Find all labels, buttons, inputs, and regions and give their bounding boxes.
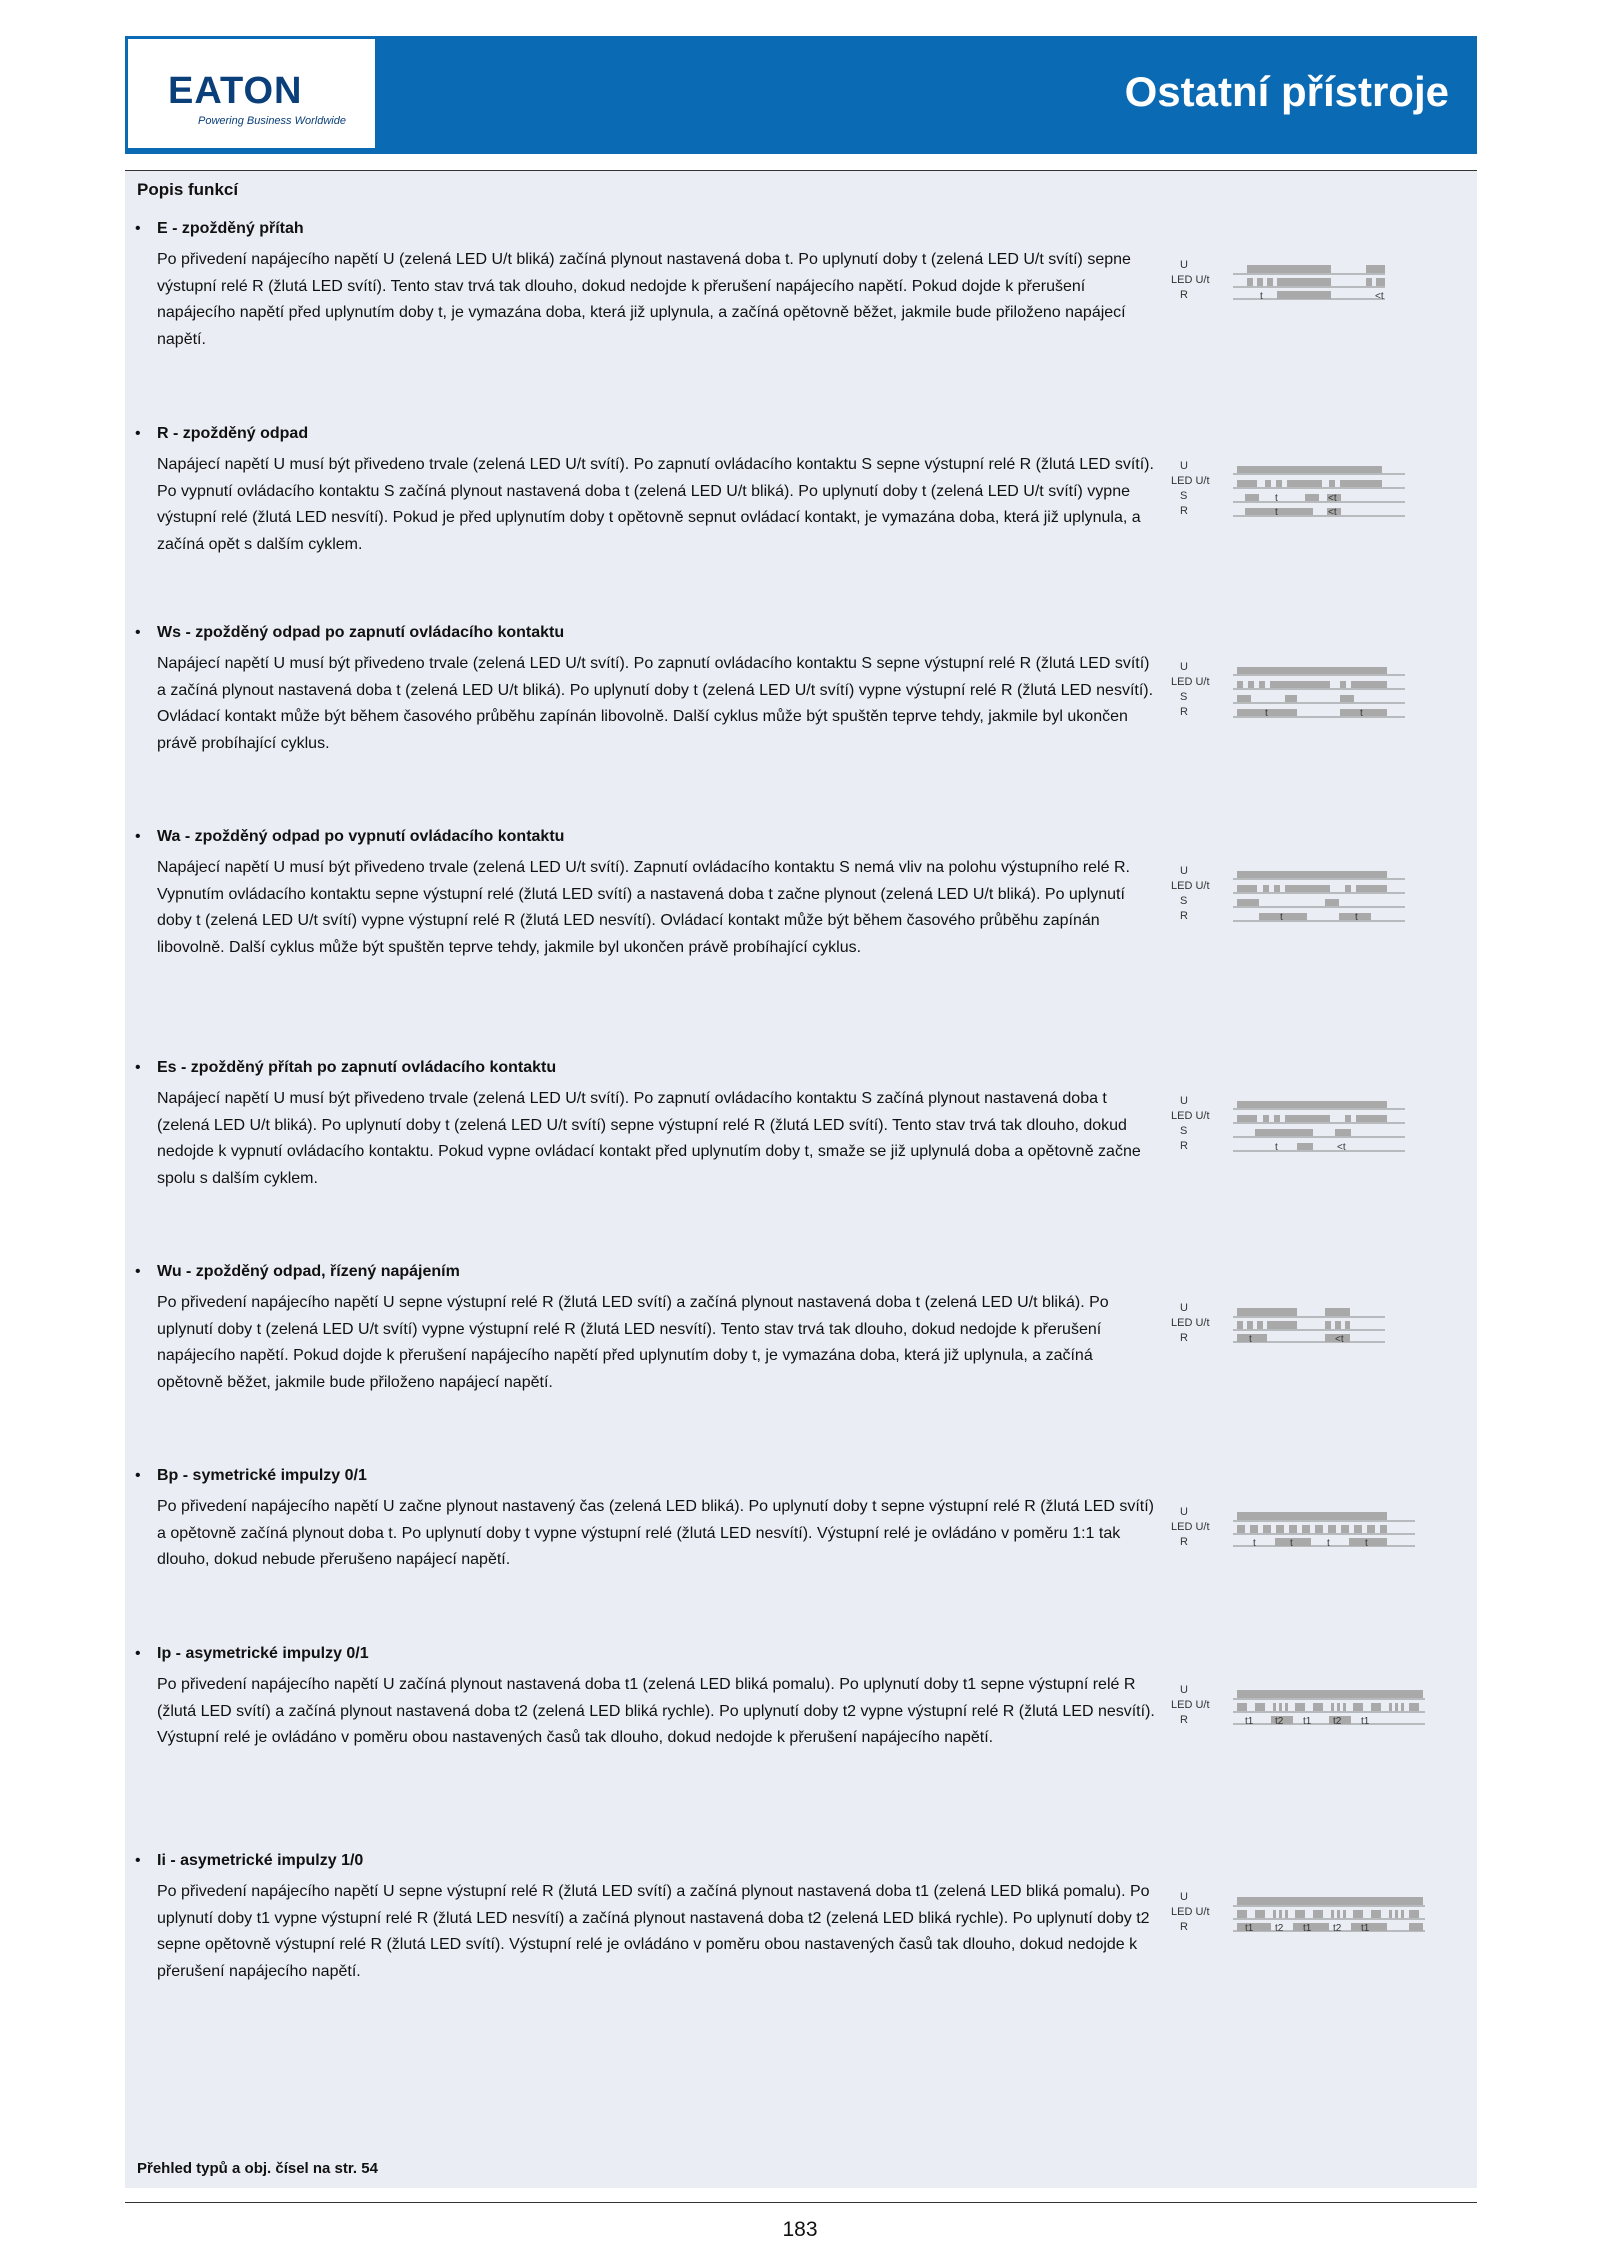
- item-body: Po přivedení napájecího napětí U (zelená LED U/t bliká) začíná plynout nastavená doba t. Po uplynutí doby t (zelená LED U/t svítí) sepne výstupní relé R (žlutá LED svítí). Tento stav trvá tak dlouho, dokud nedojde k přerušení napájecího napětí. Pokud dojde k přerušení napájecího napětí před uplynutím doby t, je vymazána doba, která již uplynula, a začíná opětovně běžet, jakmile bude přiloženo napájecí napětí.: [157, 251, 1131, 348]
- svg-text:t: t: [1290, 1538, 1293, 1549]
- item-title: Es - zpožděný přítah po zapnutí ovládacího kontaktu: [157, 1059, 557, 1076]
- divider: [125, 2202, 1477, 2203]
- timing-diagram-r: [1171, 457, 1425, 518]
- diagram-label-led: LED U/t: [1171, 1699, 1210, 1711]
- svg-text:t: t: [1249, 1334, 1252, 1345]
- diagram-label-led: LED U/t: [1171, 274, 1210, 286]
- diagram-label-u: U: [1180, 661, 1188, 673]
- diagram-label-u: U: [1180, 460, 1188, 472]
- diagram-label-s: S: [1180, 691, 1188, 703]
- diagram-label-s: S: [1180, 490, 1188, 502]
- item-title: Wa - zpožděný odpad po vypnutí ovládacího kontaktu: [157, 828, 565, 845]
- diagram-label-r: R: [1180, 289, 1188, 301]
- svg-text:t: t: [1275, 1142, 1278, 1153]
- svg-text:t: t: [1355, 912, 1358, 923]
- timing-diagram-wa: [1171, 862, 1425, 924]
- item-body: Napájecí napětí U musí být přivedeno trvale (zelená LED U/t svítí). Po zapnutí ovládacího kontaktu S sepne výstupní relé R (žlutá LED svítí) a začíná plynout nastavená doba t (zelená LED U/t bliká). Po uplynutí doby t (zelená LED U/t svítí) vypne výstupní relé R (žlutá LED nesvítí). Ovládací kontakt může být během časového průběhu zapínán libovolně. Další cyklus může být spuštěn teprve tehdy, jakmile byl ukončen právě probíhající cyklus.: [157, 655, 1154, 752]
- svg-text:t: t: [1275, 493, 1278, 504]
- item-title: Bp - symetrické impulzy 0/1: [157, 1467, 367, 1484]
- svg-text:t2: t2: [1275, 1923, 1284, 1934]
- svg-text:t1: t1: [1303, 1716, 1312, 1727]
- function-item-ws: [135, 624, 1155, 764]
- divider: [125, 170, 1477, 171]
- timing-svg: [1175, 1298, 1425, 1348]
- bullet: •: [135, 1645, 141, 1662]
- svg-text:t1: t1: [1245, 1716, 1254, 1727]
- diagram-label-led: LED U/t: [1171, 1521, 1210, 1533]
- svg-text:t: t: [1327, 1538, 1330, 1549]
- diagram-label-r: R: [1180, 1332, 1188, 1344]
- diagram-label-u: U: [1180, 1684, 1188, 1696]
- diagram-label-r: R: [1180, 1714, 1188, 1726]
- diagram-label-u: U: [1180, 1891, 1188, 1903]
- item-title: R - zpožděný odpad: [157, 425, 309, 442]
- timing-svg: [1175, 1680, 1425, 1730]
- diagram-label-s: S: [1180, 895, 1188, 907]
- bullet: •: [135, 828, 141, 845]
- svg-text:t: t: [1365, 1538, 1368, 1549]
- function-item-r: [135, 425, 1155, 565]
- bullet: •: [135, 624, 141, 641]
- item-title: Wu - zpožděný odpad, řízený napájením: [157, 1263, 460, 1280]
- bullet: •: [135, 1059, 141, 1076]
- diagram-label-u: U: [1180, 865, 1188, 877]
- bullet: •: [135, 1263, 141, 1280]
- diagram-label-led: LED U/t: [1171, 1110, 1210, 1122]
- timing-svg: [1175, 457, 1425, 519]
- bullet: •: [135, 1852, 141, 1869]
- svg-text:t: t: [1260, 291, 1263, 302]
- diagram-label-u: U: [1180, 1095, 1188, 1107]
- catalog-reference: Přehled typů a obj. čísel na str. 54: [137, 2160, 378, 2177]
- timing-diagram-ip: [1171, 1680, 1425, 1730]
- svg-text:t1: t1: [1303, 1923, 1312, 1934]
- function-item-e: [135, 220, 1155, 360]
- diagram-label-led: LED U/t: [1171, 475, 1210, 487]
- item-body: Napájecí napětí U musí být přivedeno trvale (zelená LED U/t svítí). Po zapnutí ovládacího kontaktu S sepne výstupní relé R (žlutá LED svítí). Po vypnutí ovládacího kontaktu S začíná plynout nastavená doba t (zelená LED U/t bliká). Po uplynutí doby t (zelená LED U/t svítí) vypne výstupní relé (žlutá LED nesvítí). Pokud je před uplynutím doby t opětovně sepnut ovládací kontakt, je vymazána doba, která již uplynula, a začíná opět s dalším cyklem.: [157, 456, 1154, 553]
- diagram-label-r: R: [1180, 706, 1188, 718]
- diagram-label-s: S: [1180, 1125, 1188, 1137]
- svg-text:t2: t2: [1333, 1716, 1342, 1727]
- timing-svg: [1175, 862, 1425, 924]
- bullet: •: [135, 425, 141, 442]
- timing-svg: [1175, 658, 1425, 720]
- svg-text:t: t: [1360, 708, 1363, 719]
- timing-diagram-wu: [1171, 1298, 1425, 1348]
- item-title: Ip - asymetrické impulzy 0/1: [157, 1645, 369, 1662]
- diagram-label-r: R: [1180, 910, 1188, 922]
- diagram-label-led: LED U/t: [1171, 1906, 1210, 1918]
- item-body: Po přivedení napájecího napětí U začíná plynout nastavená doba t1 (zelená LED bliká pomalu). Po uplynutí doby t1 sepne výstupní relé R (žlutá LED svítí) a začíná plynout nastavená doba t2 (zelená LED bliká rychle). Po uplynutí doby t2 vypne výstupní relé R (žlutá LED nesvítí). Výstupní relé je ovládáno v poměru obou nastavených časů tak dlouho, dokud nedojde k přerušení napájecího napětí.: [157, 1676, 1155, 1746]
- svg-text:t: t: [1275, 507, 1278, 518]
- diagram-label-r: R: [1180, 1921, 1188, 1933]
- timing-svg: [1175, 1887, 1425, 1937]
- svg-text:t2: t2: [1275, 1716, 1284, 1727]
- svg-text:<t: <t: [1328, 493, 1337, 504]
- function-item-wu: [135, 1263, 1155, 1403]
- svg-text:t1: t1: [1361, 1923, 1370, 1934]
- function-item-wa: [135, 828, 1155, 988]
- item-title: Ii - asymetrické impulzy 1/0: [157, 1852, 364, 1869]
- item-body: Napájecí napětí U musí být přivedeno trvale (zelená LED U/t svítí). Zapnutí ovládacího kontaktu S nemá vliv na polohu výstupního relé R. Vypnutím ovládacího kontaktu sepne výstupní relé (žlutá LED svítí) a nastavená doba t začne plynout (zelená LED U/t bliká). Po uplynutí doby t (zelená LED U/t svítí) vypne výstupní relé R (žlutá LED nesvítí). Ovládací kontakt může být během časového průběhu zapínán libovolně. Další cyklus může být spuštěn teprve tehdy, jakmile byl ukončen právě probíhající cyklus.: [157, 859, 1130, 956]
- timing-diagram-e: [1171, 255, 1425, 305]
- page-title: Ostatní přístroje: [1124, 68, 1449, 115]
- section-title: Popis funkcí: [137, 180, 239, 199]
- diagram-label-r: R: [1180, 1140, 1188, 1152]
- diagram-label-u: U: [1180, 259, 1188, 271]
- timing-svg: [1175, 1092, 1425, 1154]
- bullet: •: [135, 220, 141, 237]
- function-item-ii: [135, 1852, 1155, 1992]
- eaton-logo-mark: [168, 69, 303, 112]
- diagram-label-u: U: [1180, 1506, 1188, 1518]
- timing-diagram-ii: [1171, 1887, 1425, 1937]
- diagram-label-r: R: [1180, 1536, 1188, 1548]
- diagram-label-u: U: [1180, 1302, 1188, 1314]
- eaton-logo: [128, 39, 375, 148]
- function-item-bp: [135, 1467, 1155, 1577]
- timing-diagram-es: [1171, 1092, 1425, 1154]
- item-body: Po přivedení napájecího napětí U začne plynout nastavený čas (zelená LED bliká). Po uplynutí doby t sepne výstupní relé R (žlutá LED svítí) a opětovně začíná plynout doba t. Po uplynutí doby t vypne výstupní relé (žlutá LED nesvítí). Výstupní relé je ovládáno v poměru 1:1 tak dlouho, dokud nebude přerušeno napájecí napětí.: [157, 1498, 1154, 1568]
- item-body: Po přivedení napájecího napětí U sepne výstupní relé R (žlutá LED svítí) a začíná plynout nastavená doba t (zelená LED U/t bliká). Po uplynutí doby t (zelená LED U/t svítí) vypne výstupní relé R (žlutá LED nesvítí). Tento stav trvá tak dlouho, dokud nedojde k přerušení napájecího napětí. Pokud dojde k přerušení napájecího napětí před uplynutím doby t, je vymazána doba, která již uplynula, a začíná opětovně běžet, jakmile bude přiloženo napájecí napětí.: [157, 1294, 1109, 1391]
- svg-text:<t: <t: [1337, 1142, 1346, 1153]
- item-body: Napájecí napětí U musí být přivedeno trvale (zelená LED U/t svítí). Po zapnutí ovládacího kontaktu S začíná plynout nastavená doba t (zelená LED U/t bliká). Po uplynutí doby t (zelená LED U/t svítí) sepne výstupní relé R (žlutá LED svítí). Tento stav trvá tak dlouho, dokud nedojde k vypnutí ovládacího kontaktu. Pokud vypne ovládací kontakt před uplynutím doby t, smaže se již uplynulá doba a opětovně začne spolu s dalším cyklem.: [157, 1090, 1141, 1187]
- svg-text:t: t: [1253, 1538, 1256, 1549]
- item-title: E - zpožděný přítah: [157, 220, 304, 237]
- diagram-label-led: LED U/t: [1171, 676, 1210, 688]
- item-body: Po přivedení napájecího napětí U sepne výstupní relé R (žlutá LED svítí) a začíná plynout nastavená doba t1 (zelená LED bliká pomalu). Po uplynutí doby t1 vypne výstupní relé R (žlutá LED nesvítí) a začíná plynout nastavená doba t2 (zelená LED bliká rychle). Po uplynutí doby t2 sepne opětovně výstupní relé R (žlutá LED svítí). Výstupní relé je ovládáno v poměru obou nastavených časů tak dlouho, dokud nedojde k přerušení napájecího napětí.: [157, 1883, 1150, 1980]
- svg-text:t1: t1: [1361, 1716, 1370, 1727]
- function-item-es: [135, 1059, 1155, 1199]
- timing-diagram-ws: [1171, 658, 1425, 720]
- timing-diagram-bp: [1171, 1502, 1425, 1552]
- bullet: •: [135, 1467, 141, 1484]
- svg-text:<t: <t: [1335, 1334, 1344, 1345]
- diagram-label-r: R: [1180, 505, 1188, 517]
- diagram-label-led: LED U/t: [1171, 880, 1210, 892]
- function-item-ip: [135, 1645, 1155, 1785]
- svg-text:<t: <t: [1375, 291, 1384, 302]
- page-header: [125, 36, 1477, 154]
- svg-text:EATON: EATON: [168, 70, 303, 112]
- item-title: Ws - zpožděný odpad po zapnutí ovládacího kontaktu: [157, 624, 565, 641]
- svg-text:t2: t2: [1333, 1923, 1342, 1934]
- svg-text:<t: <t: [1328, 507, 1337, 518]
- svg-text:t: t: [1265, 708, 1268, 719]
- timing-svg: [1175, 1502, 1425, 1552]
- timing-svg: [1175, 255, 1425, 305]
- svg-text:t: t: [1280, 912, 1283, 923]
- svg-text:t1: t1: [1245, 1923, 1254, 1934]
- page-number: 183: [782, 2218, 818, 2241]
- diagram-label-led: LED U/t: [1171, 1317, 1210, 1329]
- logo-tagline: Powering Business Worldwide: [198, 115, 346, 127]
